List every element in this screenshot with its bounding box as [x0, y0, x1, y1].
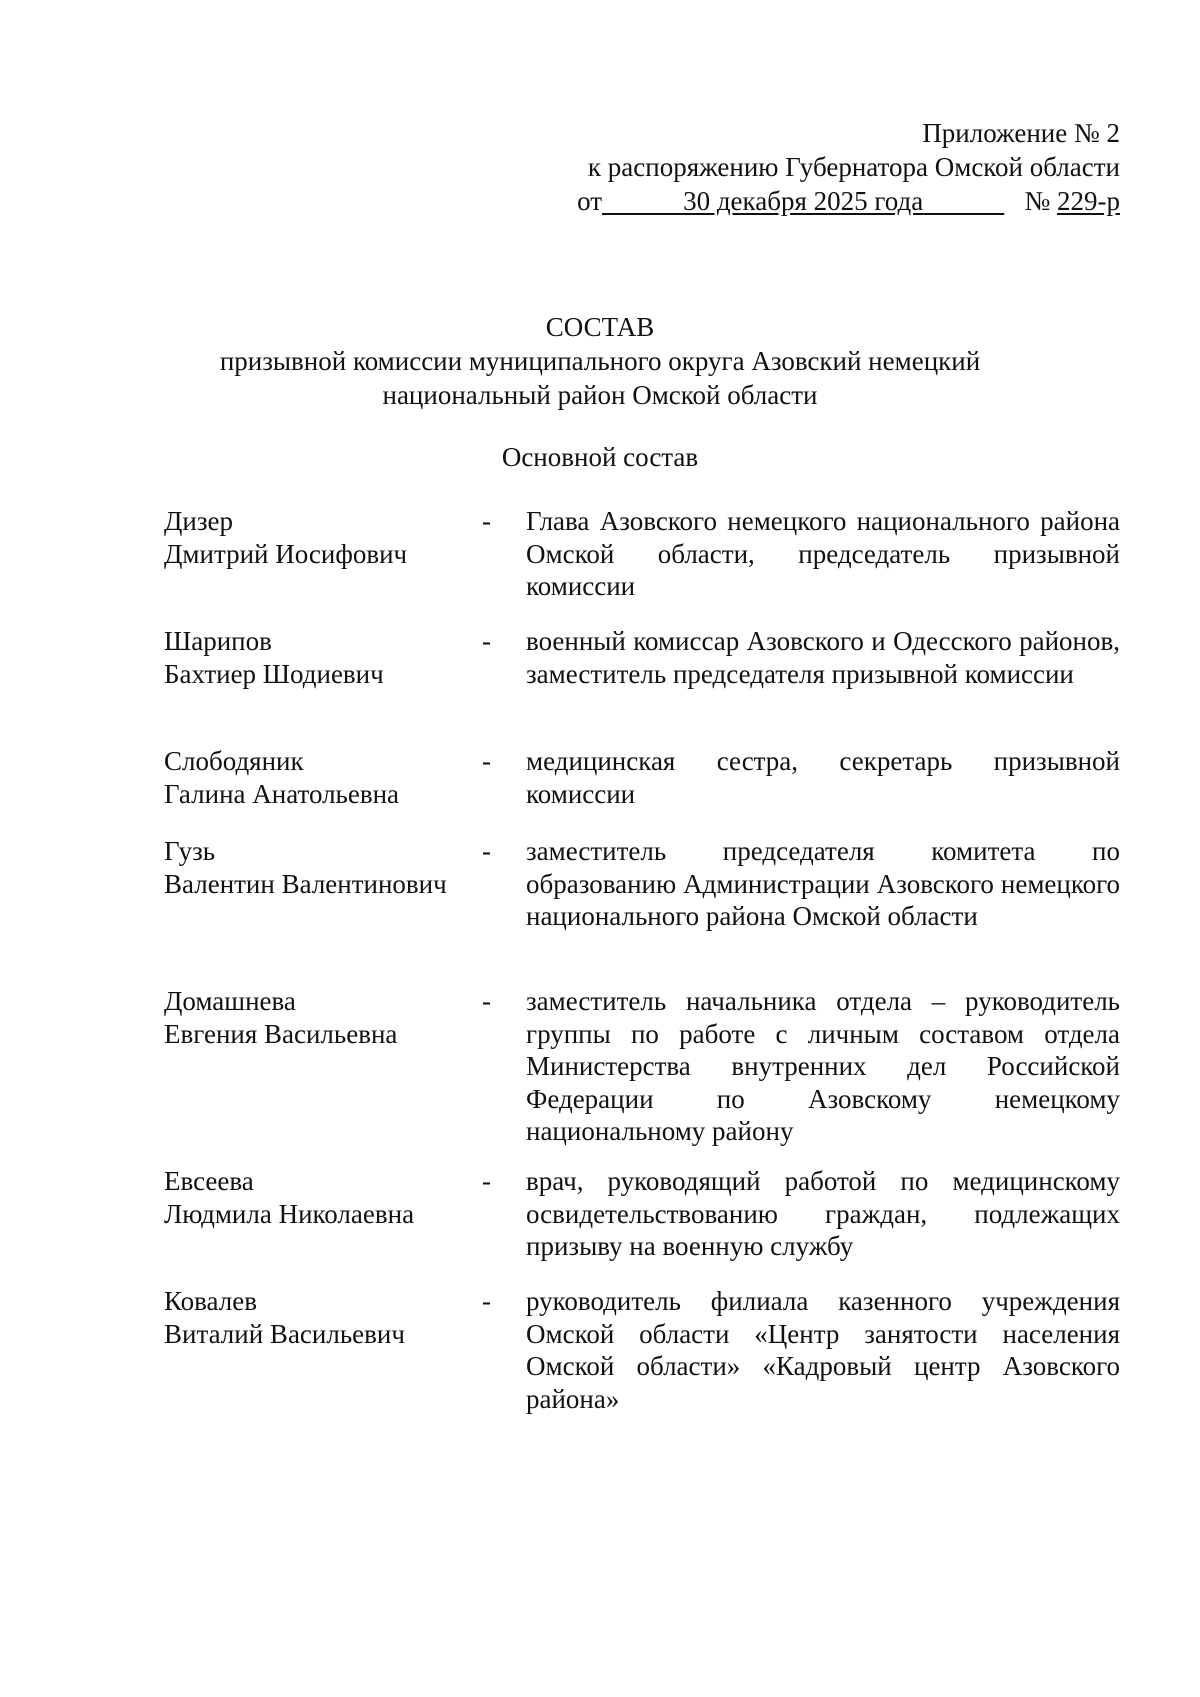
member-name — [164, 625, 464, 690]
appendix-reference: к распоряжению Губернатора Омской области — [587, 152, 1120, 182]
title-main: СОСТАВ — [545, 312, 655, 342]
member-dash: - — [482, 506, 491, 536]
member-name — [164, 835, 464, 900]
member-surname: Слободяник — [164, 746, 304, 776]
member-name — [164, 745, 464, 810]
member-role: руководитель филиала казенного учреждения Омской области «Центр занятости населения Омской области» «Кадровый центр Азовского района» — [526, 1286, 1120, 1414]
member-name — [164, 1165, 464, 1230]
member-role: медицинская сестра, секретарь призывной комиссии — [526, 746, 1120, 809]
member-role: заместитель председателя комитета по образованию Администрации Азовского немецкого национального района Омской области — [526, 836, 1120, 931]
member-name — [164, 505, 464, 570]
member-surname: Ковалев — [164, 1286, 257, 1316]
member-role: военный комиссар Азовского и Одесского районов, заместитель председателя призывной комиссии — [526, 626, 1120, 689]
appendix-date-line — [577, 184, 1120, 218]
member-given-names: Евгения Васильевна — [164, 1018, 398, 1049]
member-given-names: Виталий Васильевич — [164, 1318, 405, 1349]
member-dash: - — [482, 1166, 491, 1196]
date-prefix: от — [577, 186, 603, 216]
member-given-names: Людмила Николаевна — [164, 1198, 415, 1229]
member-dash: - — [482, 836, 491, 866]
member-given-names: Валентин Валентинович — [164, 868, 447, 899]
section-heading: Основной состав — [501, 442, 699, 472]
member-given-names: Бахтиер Шодиевич — [164, 658, 384, 689]
member-given-names: Галина Анатольевна — [164, 778, 400, 809]
title-subtitle-line-1: призывной комиссии муниципального округа Азовский немецкий — [219, 346, 981, 376]
number-label: № — [1024, 186, 1051, 216]
member-dash: - — [482, 746, 491, 776]
member-role: врач, руководящий работой по медицинскому освидетельствованию граждан, подлежащих призыву на военную службу — [526, 1166, 1120, 1261]
appendix-number: Приложение № 2 — [922, 118, 1120, 148]
date-value — [602, 184, 1004, 218]
member-surname: Гузь — [164, 836, 216, 866]
member-dash: - — [482, 626, 491, 656]
member-surname: Дизер — [164, 506, 234, 536]
member-dash: - — [482, 986, 491, 1016]
member-dash: - — [482, 1286, 491, 1316]
member-role: заместитель начальника отдела – руководитель группы по работе с личным составом отдела Министерства внутренних дел Российской Федерации по Азовскому немецкому национальному району — [526, 986, 1120, 1146]
member-surname: Домашнева — [164, 986, 296, 1016]
appendix-header — [577, 116, 1120, 218]
member-given-names: Дмитрий Иосифович — [164, 538, 408, 569]
member-surname: Евсеева — [164, 1166, 254, 1196]
member-name — [164, 985, 464, 1050]
order-number: 229-р — [1057, 186, 1120, 216]
date-text: 30 декабря 2025 года — [683, 186, 924, 216]
title-subtitle-line-2: национальный район Омской области — [382, 380, 818, 410]
member-role: Глава Азовского немецкого национального района Омской области, председатель призывной комиссии — [526, 506, 1120, 601]
member-surname: Шарипов — [164, 626, 272, 656]
member-name — [164, 1285, 464, 1350]
document-title — [0, 310, 1200, 412]
